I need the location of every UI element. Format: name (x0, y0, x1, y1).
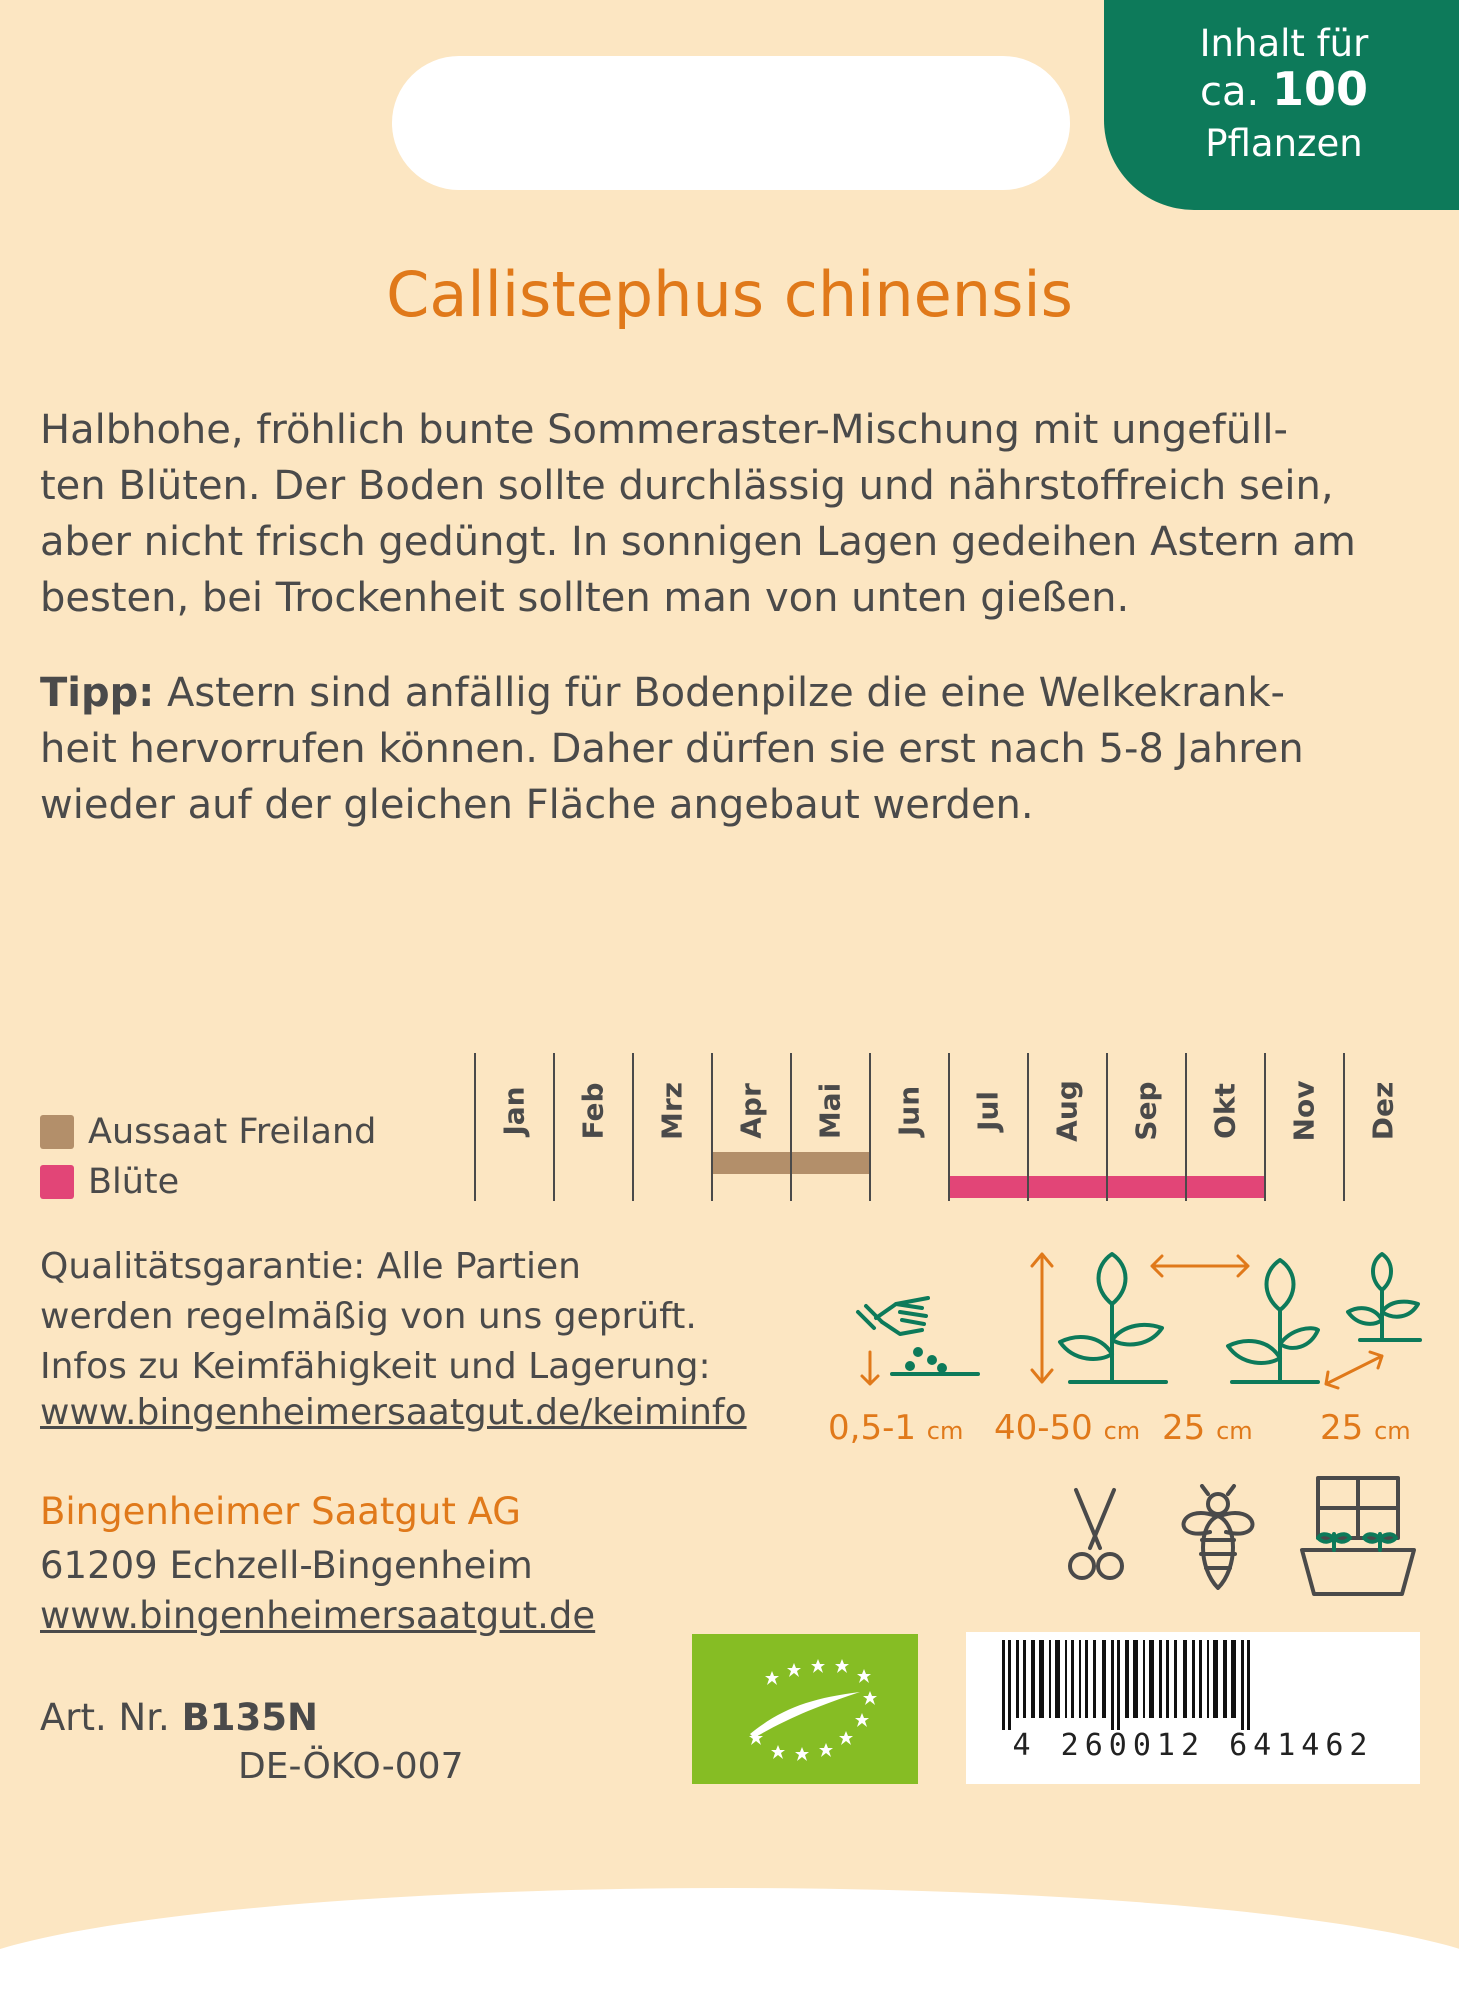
barcode-bar (1231, 1640, 1236, 1718)
calendar-month-jul (948, 1053, 1027, 1201)
barcode-bar (1199, 1640, 1202, 1718)
calendar-month-mai (790, 1053, 869, 1201)
calendar-month-label: Jul (971, 1091, 1005, 1131)
badge-prefix: ca. (1200, 69, 1260, 115)
badge-line2 (1104, 62, 1459, 116)
calendar-month-feb (553, 1053, 632, 1201)
keiminfo-link[interactable]: www.bingenheimersaatgut.de/keiminfo (40, 1392, 747, 1433)
calendar-month-okt (1185, 1053, 1264, 1201)
row-spacing-icon (1140, 1250, 1320, 1390)
calendar-month-label: Jun (892, 1085, 926, 1137)
calendar-month-label: Feb (576, 1082, 610, 1140)
barcode-number: 4 260012 641462 (1012, 1728, 1374, 1763)
barcode (966, 1632, 1420, 1784)
legend-bloom (40, 1162, 179, 1202)
article-number (40, 1696, 318, 1739)
calendar-divider (711, 1053, 713, 1201)
bloom-bar-aug (1029, 1176, 1106, 1198)
tip-label: Tipp: (40, 670, 155, 716)
barcode-bar (1102, 1640, 1106, 1718)
content-badge (1104, 0, 1459, 210)
species-title: Callistephus chinensis (386, 258, 1073, 331)
calendar-month-label: Dez (1366, 1081, 1400, 1141)
barcode-bar (1213, 1640, 1218, 1718)
plant-spacing-number: 25 (1320, 1408, 1364, 1448)
sowing-hand-icon (852, 1282, 982, 1392)
calendar-month-label: Mrz (655, 1082, 689, 1140)
calendar-divider (1343, 1053, 1345, 1201)
barcode-bar (1223, 1640, 1227, 1718)
quality-guarantee: Qualitätsgarantie: Alle Partien werden regelmäßig von uns geprüft. Infos zu Keimfähigkeit und Lagerung: (40, 1246, 711, 1387)
plant-height-value (994, 1408, 1140, 1448)
barcode-bar (1085, 1640, 1088, 1718)
plant-height-unit: cm (1103, 1417, 1141, 1445)
barcode-bar (1207, 1640, 1209, 1718)
row-spacing-unit: cm (1216, 1417, 1253, 1445)
barcode-bars (966, 1632, 1420, 1732)
description: Halbhohe, fröhlich bunte Sommeraster-Mischung mit ungefüll- ten Blüten. Der Boden sollte durchlässig und nährstoffreich sein, aber nicht frisch gedüngt. In sonnigen Lagen gedeihen Astern am besten, bei Trockenheit sollten man von unten gießen. (40, 407, 1356, 621)
calendar-divider (474, 1053, 476, 1201)
bloom-bar-okt (1187, 1176, 1264, 1198)
calendar-month-sep (1106, 1053, 1185, 1201)
barcode-bar (1002, 1640, 1005, 1730)
company-name: Bingenheimer Saatgut AG (40, 1490, 521, 1533)
legend-label-sowing: Aussaat Freiland (88, 1112, 377, 1152)
bloom-bar-sep (1108, 1176, 1185, 1198)
calendar-divider (1264, 1053, 1266, 1201)
barcode-bar (1093, 1640, 1096, 1718)
calendar-divider (790, 1053, 792, 1201)
barcode-bar (1031, 1640, 1035, 1718)
calendar-month-nov (1264, 1053, 1343, 1201)
hang-hole (392, 56, 1070, 190)
plant-spacing-value (1320, 1408, 1411, 1448)
calendar-month-label: Okt (1208, 1083, 1242, 1139)
calendar-month-label: Jan (497, 1086, 531, 1136)
balcony-box-icon (1298, 1476, 1418, 1596)
barcode-bar (1071, 1640, 1074, 1718)
eu-organic-leaf-icon (692, 1634, 918, 1784)
legend-swatch-bloom (40, 1165, 74, 1199)
barcode-bar (1183, 1640, 1187, 1718)
tip-text: Astern sind anfällig für Bodenpilze die eine Welkekrank- heit hervorrufen können. Daher dürfen sie erst nach 5-8 Jahren wieder auf der gleichen Fläche angebaut werden. (40, 670, 1304, 828)
scissors-icon (1060, 1486, 1130, 1586)
growing-calendar (474, 1053, 1400, 1201)
row-spacing-number: 25 (1162, 1408, 1206, 1448)
sowing-depth-unit: cm (926, 1417, 964, 1445)
barcode-bar (1055, 1640, 1060, 1718)
calendar-month-dez (1343, 1053, 1422, 1201)
plant-height-number: 40-50 (994, 1408, 1093, 1448)
barcode-bar (1049, 1640, 1051, 1718)
tip-paragraph (40, 665, 1430, 833)
legend-sowing (40, 1112, 376, 1152)
barcode-bar (1247, 1640, 1250, 1730)
badge-line3: Pflanzen (1205, 122, 1363, 165)
calendar-month-jan (474, 1053, 553, 1201)
barcode-bar (1065, 1640, 1067, 1718)
barcode-bar (1149, 1640, 1154, 1718)
article-code: B135N (181, 1696, 318, 1739)
barcode-bar (1192, 1640, 1195, 1718)
plant-spacing-unit: cm (1374, 1417, 1411, 1445)
barcode-bar (1241, 1640, 1244, 1730)
calendar-divider (869, 1053, 871, 1201)
barcode-bar (1159, 1640, 1162, 1718)
row-spacing-value (1162, 1408, 1253, 1448)
calendar-month-label: Aug (1050, 1080, 1084, 1142)
sowing-depth-number: 0,5-1 (828, 1408, 916, 1448)
barcode-bar (1111, 1640, 1114, 1730)
calendar-month-label: Nov (1287, 1080, 1321, 1142)
barcode-bar (1016, 1640, 1019, 1718)
barcode-bar (1143, 1640, 1145, 1718)
legend-label-bloom: Blüte (88, 1162, 180, 1202)
barcode-bar (1039, 1640, 1044, 1718)
sowing-depth-value (828, 1408, 963, 1448)
bee-icon (1170, 1484, 1266, 1590)
plant-spacing-icon (1320, 1250, 1430, 1390)
barcode-bar (1133, 1640, 1138, 1718)
bloom-bar-jul (950, 1176, 1027, 1198)
packet-bottom-edge (0, 1888, 1459, 2000)
calendar-month-mrz (632, 1053, 711, 1201)
calendar-month-label: Sep (1129, 1081, 1163, 1141)
sowing-bar-apr (713, 1152, 790, 1174)
article-label: Art. Nr. (40, 1696, 170, 1739)
eu-organic-logo (692, 1634, 918, 1784)
barcode-bar (1008, 1640, 1011, 1730)
calendar-month-jun (869, 1053, 948, 1201)
barcode-bar (1079, 1640, 1081, 1718)
barcode-bar (1117, 1640, 1120, 1730)
barcode-bar (1023, 1640, 1026, 1718)
company-address: 61209 Echzell-Bingenheim (40, 1544, 533, 1587)
calendar-divider (632, 1053, 634, 1201)
barcode-bar (1174, 1640, 1177, 1718)
sowing-bar-mai (792, 1152, 869, 1174)
company-website-link[interactable]: www.bingenheimersaatgut.de (40, 1594, 596, 1637)
calendar-month-label: Mai (813, 1082, 847, 1140)
badge-plant-count: 100 (1271, 62, 1368, 116)
calendar-month-label: Apr (734, 1083, 768, 1139)
eco-control-code: DE-ÖKO-007 (238, 1746, 464, 1787)
calendar-month-aug (1027, 1053, 1106, 1201)
legend-swatch-sowing (40, 1115, 74, 1149)
barcode-bar (1125, 1640, 1129, 1718)
calendar-month-apr (711, 1053, 790, 1201)
badge-line1: Inhalt für (1199, 22, 1369, 65)
barcode-bar (1166, 1640, 1169, 1718)
calendar-divider (553, 1053, 555, 1201)
